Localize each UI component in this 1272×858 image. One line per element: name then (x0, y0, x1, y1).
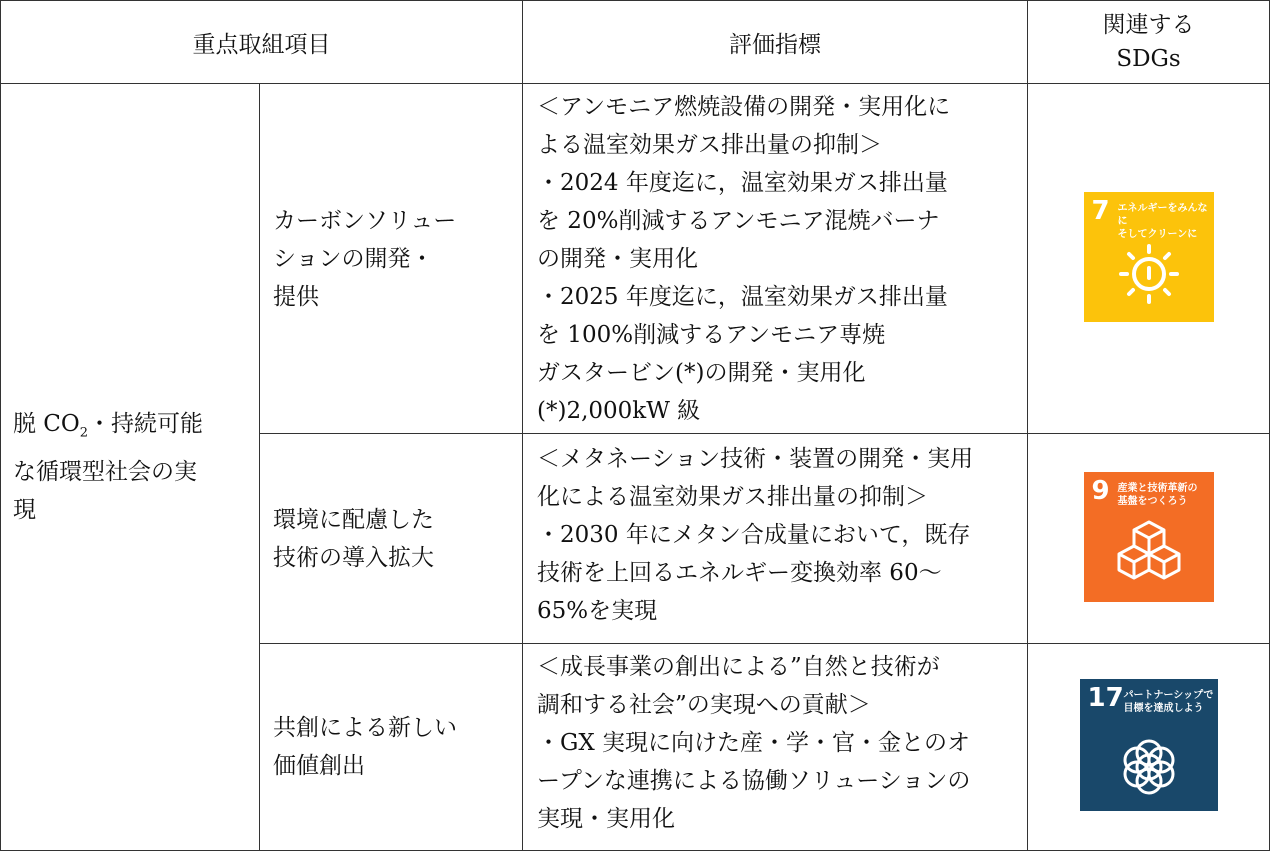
indicator-line: ガスタービン(*)の開発・実用化 (537, 360, 866, 386)
sdg9-tile (1084, 472, 1214, 602)
indicator-line: よる温室効果ガス排出量の抑制＞ (537, 132, 882, 158)
item-cell-eco-tech (260, 434, 523, 644)
indicator-line: (*)2,000kW 級 (537, 398, 701, 424)
table-row (1, 84, 1270, 434)
item-cell-co-creation (260, 644, 523, 851)
goal-subscript: 2 (79, 425, 89, 441)
indicator-line: 実現・実用化 (537, 806, 675, 832)
sdg17-number: 17 (1087, 683, 1124, 713)
indicator-line: ＜成長事業の創出による”自然と技術が (537, 654, 940, 680)
item-cell-carbon-solution (260, 84, 523, 434)
header-sdgs-line2: SDGs (1116, 46, 1181, 72)
sdg7-number: 7 (1091, 195, 1110, 226)
sdg7-title-line1: エネルギーをみんなに (1117, 202, 1208, 227)
item-line: ションの開発・ (273, 245, 434, 272)
sdg17-tile (1080, 679, 1218, 811)
header-indicator: 評価指標 (523, 1, 1028, 84)
indicator-line: 調和する社会”の実現への貢献＞ (537, 692, 871, 718)
item-line: 価値創出 (273, 753, 365, 779)
indicator-line: を 20%削減するアンモニア混焼バーナ (537, 208, 940, 234)
indicator-line: を 100%削減するアンモニア専焼 (537, 322, 886, 348)
sdg7-tile (1084, 192, 1214, 322)
indicator-line: ・GX 実現に向けた産・学・官・金とのオ (537, 730, 971, 756)
goal-prefix: 脱 CO (13, 411, 80, 438)
goal-line3: 現 (13, 496, 36, 523)
rings-icon (1080, 679, 1218, 811)
sdg17-title-line2: 目標を達成しよう (1123, 703, 1204, 714)
indicator-line: ＜アンモニア燃焼設備の開発・実用化に (537, 94, 951, 120)
sdg7-title-line2: そしてクリーンに (1117, 228, 1198, 240)
indicator-line: 化による温室効果ガス排出量の抑制＞ (537, 484, 928, 510)
cubes-icon (1084, 472, 1214, 602)
sdg17-title-line1: パートナーシップで (1123, 690, 1214, 701)
indicator-line: ・2030 年にメタン合成量において，既存 (537, 522, 971, 548)
sdg9-number: 9 (1091, 475, 1110, 506)
item-line: 共創による新しい (273, 715, 457, 741)
goal-line2: な循環型社会の実 (13, 458, 197, 485)
indicator-line: ープンな連携による協働ソリューションの (537, 768, 971, 794)
bottom-rule (0, 850, 1269, 851)
header-row (1, 1, 1270, 84)
goal-rest: ・持続可能 (88, 411, 204, 438)
indicator-line: 技術を上回るエネルギー変換効率 60～ (537, 560, 942, 586)
indicator-line: ・2024 年度迄に，温室効果ガス排出量 (537, 170, 948, 196)
item-line: 環境に配慮した (273, 506, 434, 533)
indicator-cell-gx (523, 644, 1028, 851)
header-sdgs (1028, 1, 1270, 84)
sdg9-title-line1: 産業と技術革新の (1117, 482, 1198, 494)
item-line: 提供 (273, 283, 319, 310)
item-line: カーボンソリュー (273, 207, 457, 234)
header-priority: 重点取組項目 (1, 1, 523, 84)
header-sdgs-line1: 関連する (1102, 12, 1195, 38)
indicator-line: 65%を実現 (537, 598, 658, 624)
indicator-line: ＜メタネーション技術・装置の開発・実用 (537, 446, 974, 472)
sdg9-title-line2: 基盤をつくろう (1117, 495, 1188, 507)
indicator-line: の開発・実用化 (537, 246, 698, 272)
indicator-line: ・2025 年度迄に，温室効果ガス排出量 (537, 284, 948, 310)
sdg-cell-9 (1028, 434, 1270, 644)
goal-cell (1, 84, 260, 851)
indicator-cell-methanation (523, 434, 1028, 644)
sdg-cell-17 (1028, 644, 1270, 851)
sun-power-icon (1084, 192, 1214, 322)
item-line: 技術の導入拡大 (273, 544, 434, 571)
indicator-cell-ammonia (523, 84, 1028, 434)
sdg-cell-7 (1028, 84, 1270, 434)
